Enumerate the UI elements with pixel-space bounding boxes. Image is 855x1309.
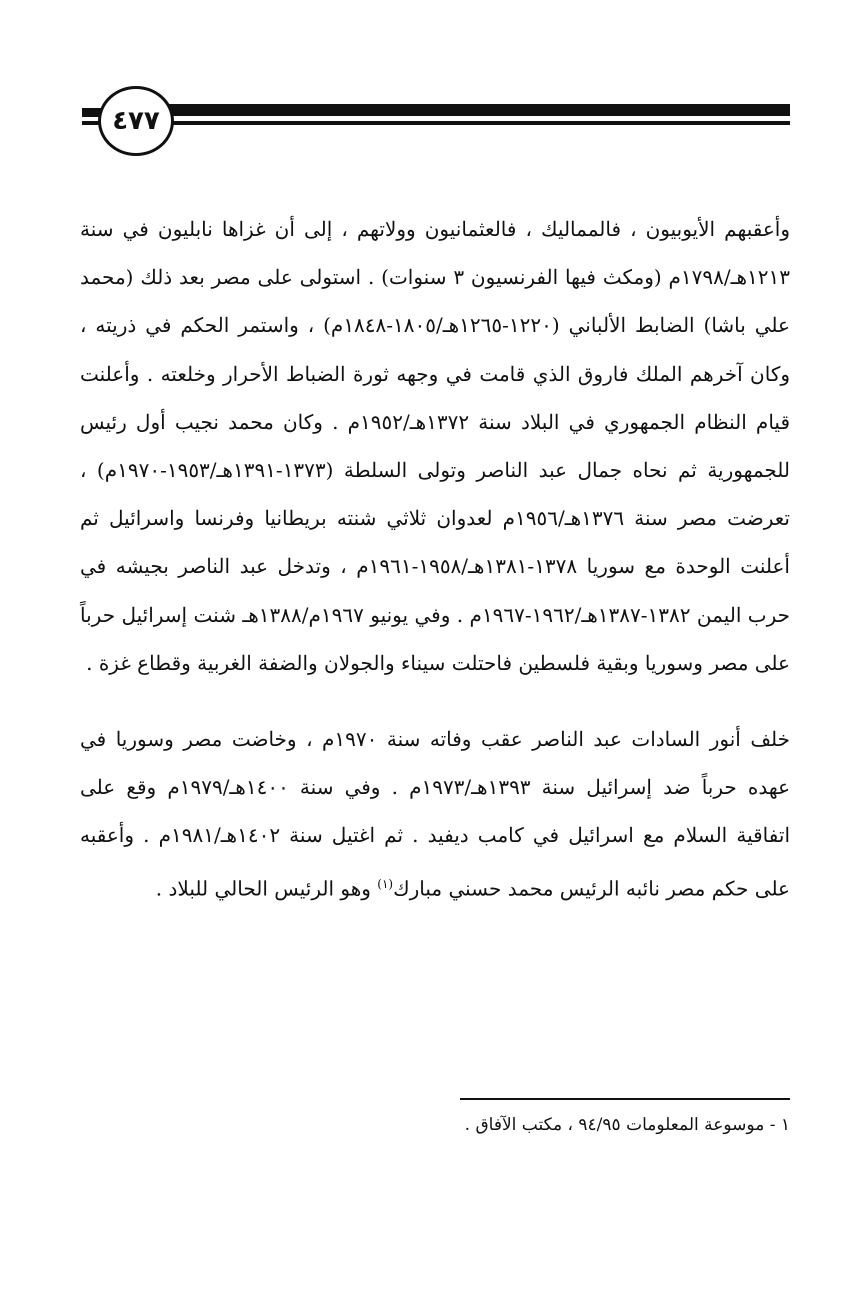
header-rule-thin [150,121,790,125]
header-rule-thick [150,104,790,116]
paragraph-2-end: وهو الرئيس الحالي للبلاد . [155,876,371,901]
paragraph-1: وأعقبهم الأيوبيون ، فالمماليك ، فالعثمانيون وولاتهم ، إلى أن غزاها نابليون في سنة ١٢١٣هـ/١٧٩٨م (ومكث فيها الفرنسيون ٣ سنوات) . استولى على مصر بعد ذلك (محمد علي باشا) الضابط الألباني (١٢٢٠-١٢٦٥هـ/١٨٠٥-١٨٤٨م) ، واستمر الحكم في ذريته ، وكان آخرهم الملك فاروق الذي قامت في وجهه ثورة الضباط الأحرار وخلعته . وأعلنت قيام النظام الجمهوري في البلاد سنة ١٣٧٢هـ/١٩٥٢م . وكان محمد نجيب أول رئيس للجمهورية ثم نحاه جمال عبد الناصر وتولى السلطة (١٣٧٣-١٣٩١هـ/١٩٥٣-١٩٧٠م) ، تعرضت مصر سنة ١٣٧٦هـ/١٩٥٦م لعدوان ثلاثي شنته بريطانيا وفرنسا واسرائيل ثم أعلنت الوحدة مع سوريا ١٣٧٨-١٣٨١هـ/١٩٥٨-١٩٦١م ، وتدخل عبد الناصر بجيشه في حرب اليمن ١٣٨٢-١٣٨٧هـ/١٩٦٢-١٩٦٧م . وفي يونيو ١٩٦٧م/١٣٨٨هـ شنت إسرائيل حرباً على مصر وسوريا وبقية فلسطين فاحتلت سيناء والجولان والضفة الغربية وقطاع غزة . [80,217,791,675]
main-text [80,205,790,913]
footnote-rule [460,1098,790,1100]
page-header [0,0,855,170]
page-number: ٤٧٧ [112,106,160,136]
paragraph-2-text: خلف أنور السادات عبد الناصر عقب وفاته سنة ١٩٧٠م ، وخاضت مصر وسوريا في عهده حرباً ضد إسرائيل سنة ١٣٩٣هـ/١٩٧٣م . وفي سنة ١٤٠٠هـ/١٩٧٩م وقع على اتفاقية السلام مع اسرائيل في كامب ديفيد . ثم اغتيل سنة ١٤٠٢هـ/١٩٨١م . وأعقبه على حكم مصر نائبه الرئيس محمد حسني مبارك [80,727,791,901]
page-number-badge [98,86,174,156]
footnote: ١ - موسوعة المعلومات ٩٤/٩٥ ، مكتب الآفاق . [464,1115,790,1135]
paragraph-2 [80,715,790,912]
footnote-marker: (١) [377,876,394,891]
